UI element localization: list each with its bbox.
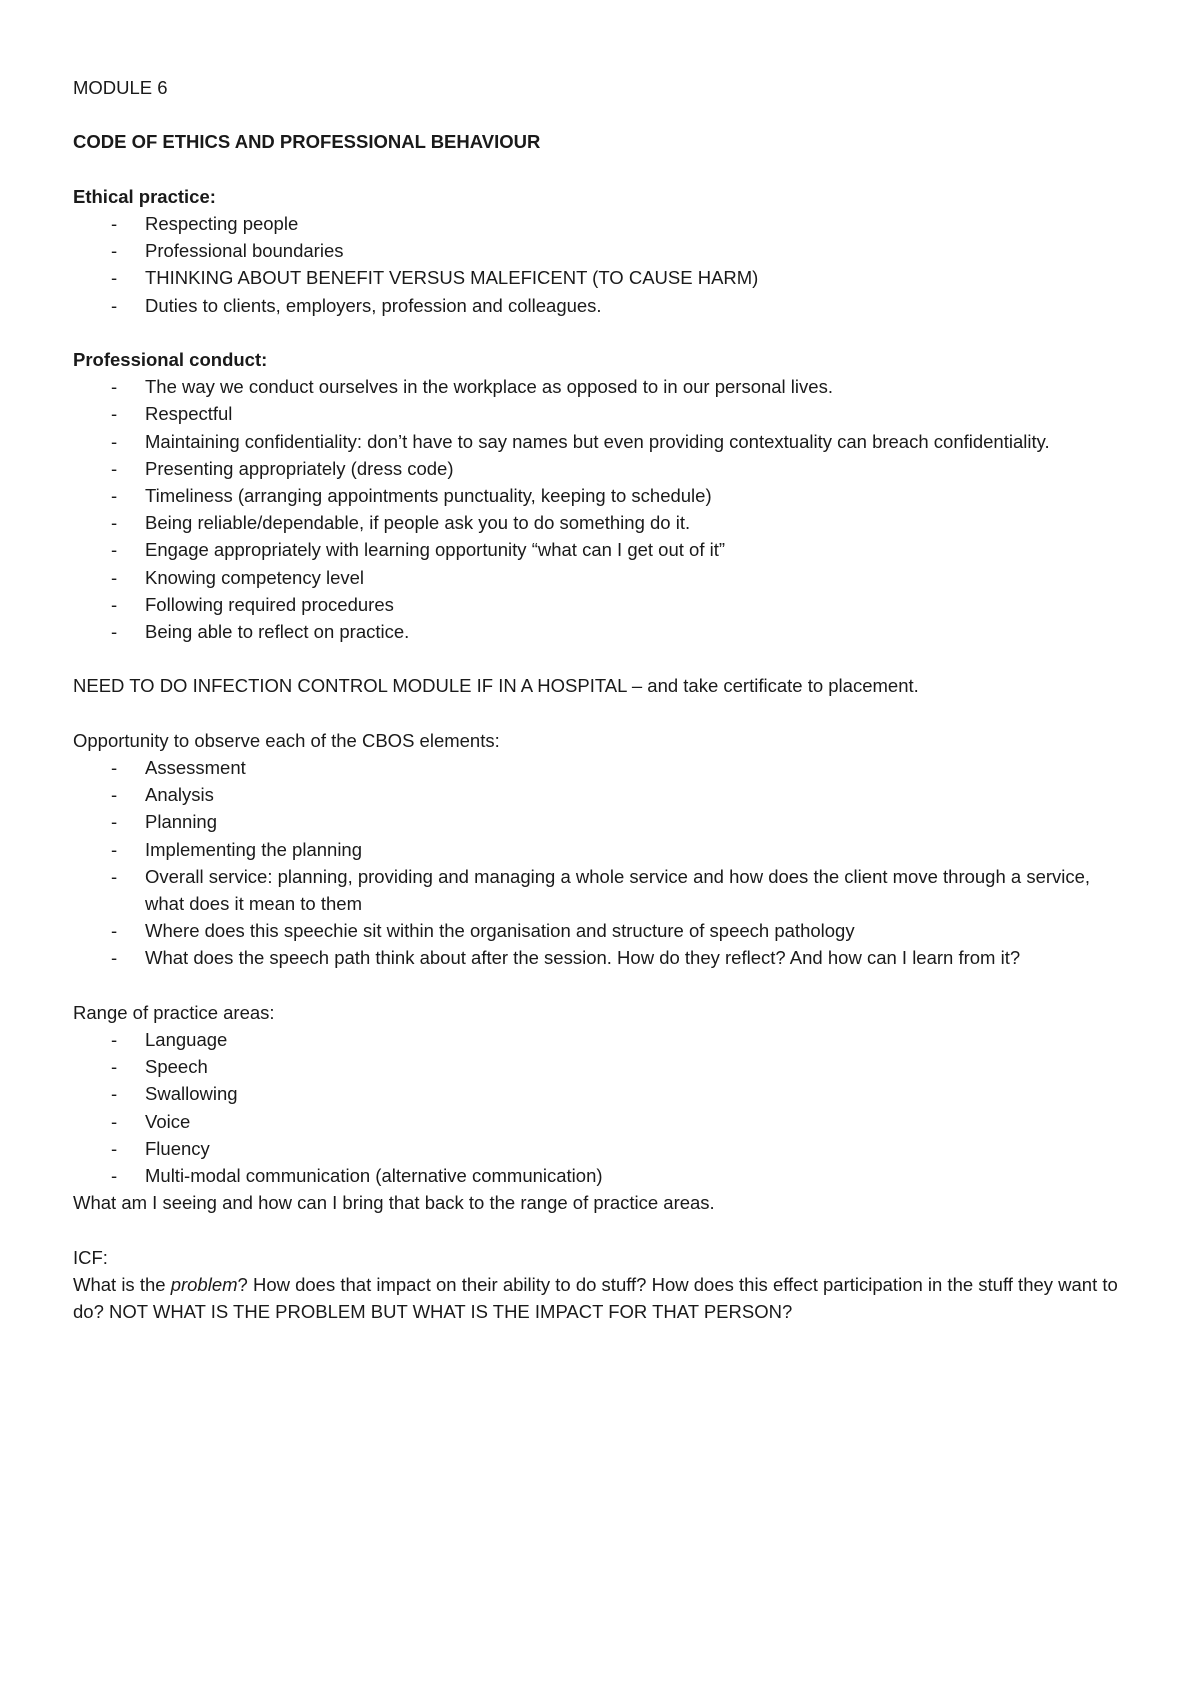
dash-bullet: - xyxy=(111,920,118,942)
cbos-list xyxy=(73,754,1133,972)
list-item-text: Planning xyxy=(145,811,218,833)
list-item xyxy=(73,1026,1133,1053)
module-heading: MODULE 6 xyxy=(73,77,168,98)
list-item-text: Knowing competency level xyxy=(145,566,365,588)
list-item xyxy=(73,754,1133,781)
dash-bullet: - xyxy=(111,566,118,588)
icf-paragraph xyxy=(73,1271,1133,1325)
professional-conduct-list xyxy=(73,373,1133,645)
list-item xyxy=(73,1135,1133,1162)
dash-bullet: - xyxy=(111,485,118,506)
list-item-text: Voice xyxy=(145,1110,191,1132)
list-item xyxy=(73,1162,1133,1189)
list-item-text: THINKING ABOUT BENEFIT VERSUS MALEFICENT (TO CAUSE HARM) xyxy=(145,267,759,289)
list-item-text: Analysis xyxy=(145,784,214,806)
list-item xyxy=(73,237,1133,264)
section-heading: Professional conduct: xyxy=(73,348,268,370)
list-item xyxy=(73,210,1133,237)
list-item xyxy=(73,781,1133,808)
section-heading: Opportunity to observe each of the CBOS elements: xyxy=(73,729,500,751)
dash-bullet: - xyxy=(111,838,118,860)
list-item-text: Overall service: planning, providing and managing a whole service and how does the client move through a service, what does it mean to them xyxy=(145,865,1091,915)
ethical-practice-section xyxy=(73,183,1133,319)
list-item xyxy=(73,836,1133,863)
list-item-text: Being reliable/dependable, if people ask you to do something do it. xyxy=(145,512,691,534)
list-item xyxy=(73,618,1133,645)
list-item xyxy=(73,564,1133,591)
dash-bullet: - xyxy=(111,430,118,452)
list-item-text: Fluency xyxy=(145,1137,210,1159)
dash-bullet: - xyxy=(111,212,118,234)
dash-bullet: - xyxy=(111,457,118,479)
dash-bullet: - xyxy=(111,1110,118,1132)
list-item-text: Presenting appropriately (dress code) xyxy=(145,457,454,479)
list-item xyxy=(73,264,1133,291)
list-item-text: Engage appropriately with learning opportunity “what can I get out of it” xyxy=(145,539,726,561)
icf-text-start: What is the xyxy=(73,1273,171,1295)
dash-bullet: - xyxy=(111,294,118,316)
list-item xyxy=(73,1053,1133,1080)
dash-bullet: - xyxy=(111,1056,118,1078)
list-item-text: Maintaining confidentiality: don’t have to say names but even providing contextuality can breach confidentiality. xyxy=(145,430,1050,452)
list-item-text: Where does this speechie sit within the organisation and structure of speech pathology xyxy=(145,920,855,942)
dash-bullet: - xyxy=(111,865,118,887)
dash-bullet: - xyxy=(111,1029,118,1051)
document-page xyxy=(73,74,1133,1325)
list-item-text: Multi-modal communication (alternative communication) xyxy=(145,1165,603,1187)
list-item-text: Language xyxy=(145,1029,228,1051)
dash-bullet: - xyxy=(111,376,118,398)
dash-bullet: - xyxy=(111,621,118,643)
dash-bullet: - xyxy=(111,403,118,425)
list-item xyxy=(73,591,1133,618)
dash-bullet: - xyxy=(111,947,118,969)
infection-control-note: NEED TO DO INFECTION CONTROL MODULE IF IN A HOSPITAL – and take certificate to placement. xyxy=(73,675,919,697)
icf-emphasis: problem xyxy=(170,1273,238,1295)
practice-areas-closing: What am I seeing and how can I bring that back to the range of practice areas. xyxy=(73,1192,715,1214)
list-item xyxy=(73,400,1133,427)
dash-bullet: - xyxy=(111,784,118,806)
section-heading: Range of practice areas: xyxy=(73,1001,275,1023)
document-title: CODE OF ETHICS AND PROFESSIONAL BEHAVIOUR xyxy=(73,131,541,153)
list-item-text: Being able to reflect on practice. xyxy=(145,621,410,643)
list-item-text: Timeliness (arranging appointments punctuality, keeping to schedule) xyxy=(145,485,712,506)
section-heading: ICF: xyxy=(73,1246,108,1268)
list-item xyxy=(73,428,1133,455)
list-item-text: Speech xyxy=(145,1056,208,1078)
list-item-text: Swallowing xyxy=(145,1083,238,1105)
list-item xyxy=(73,917,1133,944)
list-item-text: Assessment xyxy=(145,757,246,778)
list-item-text: Duties to clients, employers, profession and colleagues. xyxy=(145,294,602,316)
dash-bullet: - xyxy=(111,267,118,289)
list-item xyxy=(73,509,1133,536)
dash-bullet: - xyxy=(111,1165,118,1187)
list-item xyxy=(73,863,1133,917)
dash-bullet: - xyxy=(111,811,118,833)
list-item-text: Respecting people xyxy=(145,212,299,234)
practice-areas-section xyxy=(73,999,1133,1217)
dash-bullet: - xyxy=(111,512,118,534)
list-item-text: What does the speech path think about after the session. How do they reflect? And how can I learn from it? xyxy=(145,947,1021,969)
dash-bullet: - xyxy=(111,1137,118,1159)
list-item-text: Respectful xyxy=(145,403,233,425)
ethical-practice-list xyxy=(73,210,1133,319)
list-item xyxy=(73,482,1133,509)
list-item-text: Professional boundaries xyxy=(145,240,344,262)
list-item-text: Following required procedures xyxy=(145,593,394,615)
list-item-text: The way we conduct ourselves in the workplace as opposed to in our personal lives. xyxy=(145,376,833,398)
dash-bullet: - xyxy=(111,593,118,615)
list-item-text: Implementing the planning xyxy=(145,838,363,860)
list-item xyxy=(73,808,1133,835)
dash-bullet: - xyxy=(111,1083,118,1105)
professional-conduct-section xyxy=(73,346,1133,645)
list-item xyxy=(73,1108,1133,1135)
dash-bullet: - xyxy=(111,539,118,561)
practice-areas-list xyxy=(73,1026,1133,1189)
list-item xyxy=(73,455,1133,482)
dash-bullet: - xyxy=(111,757,118,778)
list-item xyxy=(73,1080,1133,1107)
list-item xyxy=(73,373,1133,400)
section-heading: Ethical practice: xyxy=(73,185,216,207)
list-item xyxy=(73,292,1133,319)
list-item xyxy=(73,944,1133,971)
dash-bullet: - xyxy=(111,240,118,262)
list-item xyxy=(73,536,1133,563)
icf-text-rest: ? How does that impact on their ability to do stuff? How does this effect participation in the stuff they want to do? NOT WHAT IS THE PROBLEM BUT WHAT IS THE IMPACT FOR THAT PERSON? xyxy=(73,1273,1118,1323)
cbos-section xyxy=(73,727,1133,972)
icf-section xyxy=(73,1244,1133,1326)
